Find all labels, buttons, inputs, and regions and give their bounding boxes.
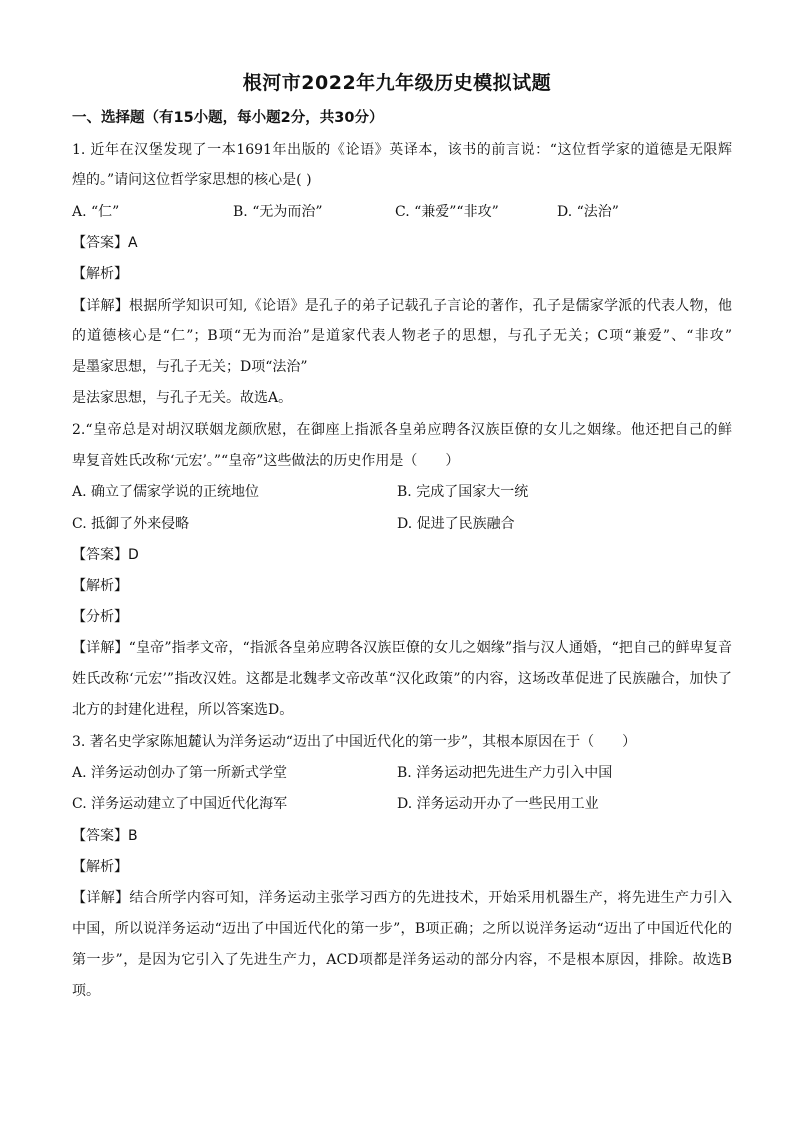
q3-detail-line3: 第一步”，是因为它引入了先进生产力，ACD项都是洋务运动的部分内容，不是根本原因，排除。故选B: [72, 952, 732, 968]
q1-analysis: 【解析】: [72, 266, 128, 282]
q3-stem-line1: 3. 著名史学家陈旭麓认为洋务运动“迈出了中国近代化的第一步”，其根本原因在于（ ）: [72, 734, 637, 750]
q2-analysis: 【解析】: [72, 578, 128, 594]
q1-option-d: D. “法治”: [557, 204, 619, 220]
q2-option-b: B. 完成了国家大一统: [397, 484, 529, 500]
q1-detail-line3: 是墨家思想，与孔子无关；D项“法治”: [72, 359, 308, 375]
q1-detail-line2: 的道德核心是“仁”；B项“无为而治”是道家代表人物老子的思想，与孔子无关；C项“兼爱”、“非攻”: [72, 328, 732, 344]
q3-detail-line2: 中国，所以说洋务运动“迈出了中国近代化的第一步”，B项正确；之所以说洋务运动“迈出了中国近代化的: [72, 921, 732, 937]
q1-option-a: A. “仁”: [72, 204, 120, 220]
q2-stem-line1: 2.“皇帝总是对胡汉联姻龙颜欣慰，在御座上指派各皇弟应聘各汉族臣僚的女儿之姻缘。他还把自己的鲜: [72, 422, 732, 438]
q3-option-d: D. 洋务运动开办了一些民用工业: [397, 796, 599, 812]
q3-option-a: A. 洋务运动创办了第一所新式学堂: [72, 765, 288, 781]
q1-stem-line2: 煌的。”请问这位哲学家思想的核心是( ): [72, 172, 312, 188]
q2-option-c: C. 抵御了外来侵略: [72, 516, 190, 532]
q1-option-c: C. “兼爱”“非攻”: [395, 204, 499, 220]
q2-option-a: A. 确立了儒家学说的正统地位: [72, 484, 260, 500]
q3-detail-line4: 项。: [72, 983, 100, 999]
q3-answer: 【答案】B: [72, 828, 138, 844]
q1-stem-line1: 1. 近年在汉堡发现了一本1691年出版的《论语》英译本，该书的前言说：“这位哲学家的道德是无限辉: [72, 142, 732, 158]
q2-detail-line2: 姓氏改称‘元宏’”指改汉姓。这都是北魏孝文帝改革“汉化政策”的内容，这场改革促进了民族融合，加快了: [72, 671, 732, 687]
q3-option-b: B. 洋务运动把先进生产力引入中国: [397, 765, 613, 781]
q3-detail-line1: 【详解】结合所学内容可知，洋务运动主张学习西方的先进技术，开始采用机器生产，将先进生产力引入: [72, 890, 732, 906]
q1-detail-line4: 是法家思想，与孔子无关。故选A。: [72, 390, 293, 406]
q1-detail-line1: 【详解】根据所学知识可知,《论语》是孔子的弟子记载孔子言论的著作，孔子是儒家学派的代表人物，他: [72, 298, 732, 314]
q3-option-c: C. 洋务运动建立了中国近代化海军: [72, 796, 288, 812]
q1-answer: 【答案】A: [72, 235, 138, 251]
q3-analysis: 【解析】: [72, 859, 128, 875]
q2-detail-line3: 北方的封建化进程，所以答案选D。: [72, 702, 294, 718]
q2-fenxi: 【分析】: [72, 609, 128, 625]
q2-stem-line2: 卑复音姓氏改称‘元宏’。”“皇帝”这些做法的历史作用是（ ）: [72, 453, 460, 469]
q2-answer: 【答案】D: [72, 547, 139, 563]
page-title: 根河市2022年九年级历史模拟试题: [242, 72, 552, 94]
q2-option-d: D. 促进了民族融合: [397, 516, 515, 532]
q2-detail-line1: 【详解】“皇帝”指孝文帝，“指派各皇弟应聘各汉族臣僚的女儿之姻缘”指与汉人通婚，“把自己的鲜卑复音: [72, 640, 732, 656]
q1-option-b: B. “无为而治”: [233, 204, 323, 220]
section-heading: 一、选择题（有15小题，每小题2分，共30分）: [72, 110, 384, 126]
